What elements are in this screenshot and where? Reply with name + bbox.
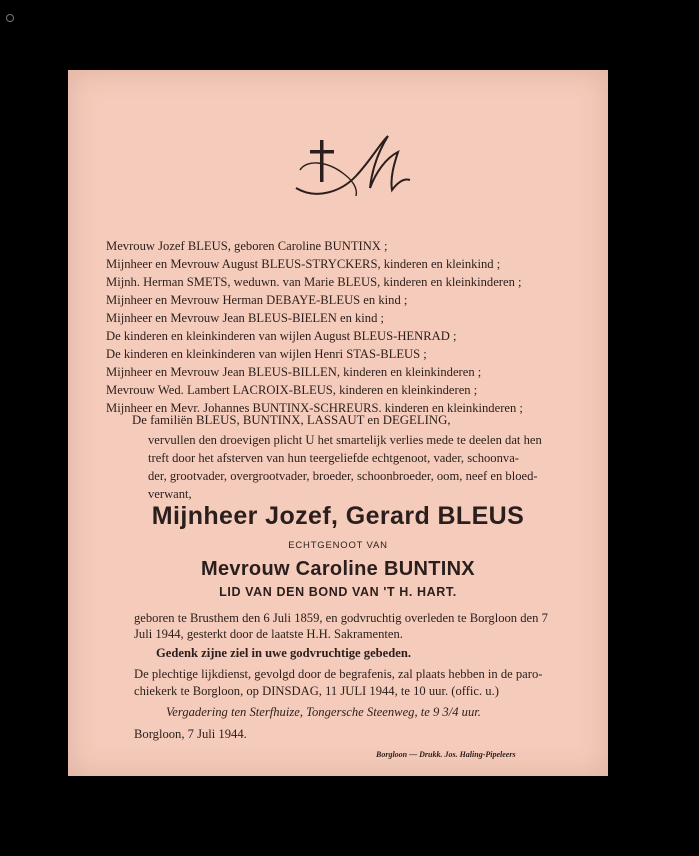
place-date: Borgloon, 7 Juli 1944. (134, 727, 247, 741)
printer-imprint: Borgloon — Drukk. Jos. Haling-Pipeleers (376, 750, 516, 759)
monogram-swash (300, 163, 356, 196)
corner-dot (6, 14, 14, 22)
family-line-10: Mijnheer en Mevr. Johannes BUNTINX-SCHREURS. kinderen en kleinkinderen ; (106, 401, 523, 415)
family-line-9: Mevrouw Wed. Lambert LACROIX-BLEUS, kinderen en kleinkinderen ; (106, 383, 478, 397)
family-line-5: Mijnheer en Mevrouw Jean BLEUS-BIELEN en kind ; (106, 311, 385, 325)
family-line-3: Mijnh. Herman SMETS, weduwn. van Marie BLEUS, kinderen en kleinkinderen ; (106, 275, 522, 289)
monogram-flourish (296, 136, 410, 194)
family-line-8: Mijnheer en Mevrouw Jean BLEUS-BILLEN, kinderen en kleinkinderen ; (106, 365, 482, 379)
birth-death-line-1: geboren te Brusthem den 6 Juli 1859, en godvruchtig overleden te Borgloon den 7 (134, 611, 548, 625)
family-line-1: Mevrouw Jozef BLEUS, geboren Caroline BUNTINX ; (106, 239, 388, 253)
announcement-line-2: treft door het afsterven van hun teergeliefde echtgenoot, vader, schoonva- (148, 451, 519, 465)
family-line-6: De kinderen en kleinkinderen van wijlen August BLEUS-HENRAD ; (106, 329, 457, 343)
cross-vertical (320, 140, 324, 182)
announcement-line-1: vervullen den droevigen plicht U het smartelijk verlies mede te deelen dat hen (148, 433, 542, 447)
family-line-7: De kinderen en kleinkinderen van wijlen Henri STAS-BLEUS ; (106, 347, 427, 361)
service-line-1: De plechtige lijkdienst, gevolgd door de begrafenis, zal plaats hebben in de paro- (134, 667, 543, 681)
announcement-line-4: verwant, (148, 487, 192, 501)
announcement-line-3: der, grootvader, overgrootvader, broeder, schoonbroeder, oom, neef en bloed- (148, 469, 538, 483)
family-line-4: Mijnheer en Mevrouw Herman DEBAYE-BLEUS en kind ; (106, 293, 408, 307)
service-line-2: chiekerk te Borgloon, op DINSDAG, 11 JULI 1944, te 10 uur. (offic. u.) (134, 684, 499, 698)
cross-monogram-emblem (286, 130, 416, 202)
spouse-label: ECHTGENOOT VAN (288, 540, 388, 551)
families-line: De familiën BLEUS, BUNTINX, LASSAUT en DEGELING, (132, 413, 451, 427)
death-notice-card (68, 70, 608, 776)
cross-horizontal (310, 150, 334, 154)
spouse-name: Mevrouw Caroline BUNTINX (201, 558, 475, 580)
membership: LID VAN DEN BOND VAN 'T H. HART. (219, 585, 457, 599)
deceased-name: Mijnheer Jozef, Gerard BLEUS (151, 502, 525, 530)
gathering-info: Vergadering ten Sterfhuize, Tongersche Steenweg, te 9 3/4 uur. (166, 705, 481, 719)
birth-death-line-2: Juli 1944, gesterkt door de laatste H.H. Sakramenten. (134, 627, 403, 641)
prayer-request: Gedenk zijne ziel in uwe godvruchtige gebeden. (156, 646, 412, 660)
family-line-2: Mijnheer en Mevrouw August BLEUS-STRYCKERS, kinderen en kleinkind ; (106, 257, 501, 271)
